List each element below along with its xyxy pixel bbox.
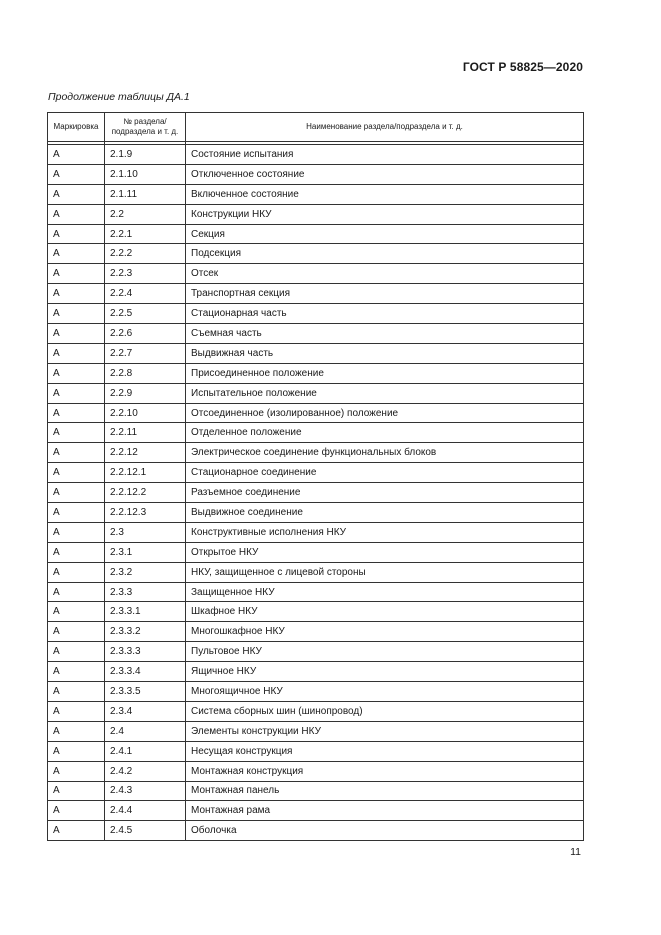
cell-section-number: 2.2.10	[105, 403, 186, 423]
cell-section-number: 2.3.4	[105, 701, 186, 721]
cell-section-name: Отсоединенное (изолированное) положение	[186, 403, 584, 423]
table-row	[48, 244, 584, 264]
table-row	[48, 721, 584, 741]
cell-marking: А	[48, 284, 105, 304]
cell-section-number: 2.2.12.2	[105, 483, 186, 503]
table-row	[48, 164, 584, 184]
cell-section-name: Монтажная конструкция	[186, 761, 584, 781]
cell-marking: А	[48, 522, 105, 542]
table-row	[48, 284, 584, 304]
table-row	[48, 145, 584, 165]
cell-marking: А	[48, 821, 105, 841]
cell-section-number: 2.3.3	[105, 582, 186, 602]
cell-marking: А	[48, 483, 105, 503]
cell-section-name: Несущая конструкция	[186, 741, 584, 761]
cell-section-number: 2.1.11	[105, 184, 186, 204]
cell-section-number: 2.4.2	[105, 761, 186, 781]
cell-section-name: Монтажная рама	[186, 801, 584, 821]
cell-section-name: Выдвижное соединение	[186, 503, 584, 523]
cell-section-number: 2.3.3.3	[105, 642, 186, 662]
table-row	[48, 503, 584, 523]
cell-section-name: Включенное состояние	[186, 184, 584, 204]
cell-section-name: Съемная часть	[186, 324, 584, 344]
cell-section-number: 2.4	[105, 721, 186, 741]
table-row	[48, 423, 584, 443]
cell-marking: А	[48, 304, 105, 324]
cell-section-number: 2.3.3.4	[105, 662, 186, 682]
table-row	[48, 324, 584, 344]
cell-section-name: Монтажная панель	[186, 781, 584, 801]
table-row	[48, 463, 584, 483]
cell-section-number: 2.1.10	[105, 164, 186, 184]
cell-marking: А	[48, 403, 105, 423]
cell-section-number: 2.4.5	[105, 821, 186, 841]
cell-section-number: 2.2.5	[105, 304, 186, 324]
table-row	[48, 542, 584, 562]
cell-marking: А	[48, 801, 105, 821]
table-row	[48, 224, 584, 244]
cell-marking: А	[48, 562, 105, 582]
cell-section-name: Разъемное соединение	[186, 483, 584, 503]
table-row	[48, 403, 584, 423]
cell-section-number: 2.2.3	[105, 264, 186, 284]
cell-marking: А	[48, 423, 105, 443]
table-row	[48, 443, 584, 463]
cell-section-number: 2.2.2	[105, 244, 186, 264]
column-header-section-number: № раздела/ подраздела и т. д.	[105, 113, 186, 142]
cell-section-number: 2.3.3.1	[105, 602, 186, 622]
cell-marking: А	[48, 622, 105, 642]
cell-section-name: Выдвижная часть	[186, 343, 584, 363]
cell-marking: А	[48, 682, 105, 702]
cell-marking: А	[48, 503, 105, 523]
table-row	[48, 602, 584, 622]
cell-section-number: 2.2.12	[105, 443, 186, 463]
table-row	[48, 363, 584, 383]
table-row	[48, 204, 584, 224]
cell-marking: А	[48, 741, 105, 761]
cell-section-name: Состояние испытания	[186, 145, 584, 165]
cell-section-name: Многоящичное НКУ	[186, 682, 584, 702]
column-header-marking: Маркировка	[48, 113, 105, 142]
cell-marking: А	[48, 662, 105, 682]
table-row	[48, 343, 584, 363]
table-row	[48, 642, 584, 662]
cell-section-number: 2.2.12.3	[105, 503, 186, 523]
table-body	[48, 145, 584, 841]
table-row	[48, 761, 584, 781]
cell-section-number: 2.3.2	[105, 562, 186, 582]
table-header	[48, 113, 584, 145]
table-row	[48, 562, 584, 582]
cell-section-number: 2.4.1	[105, 741, 186, 761]
table-row	[48, 662, 584, 682]
cell-section-name: Испытательное положение	[186, 383, 584, 403]
cell-marking: А	[48, 602, 105, 622]
cell-marking: А	[48, 224, 105, 244]
cell-section-name: НКУ, защищенное с лицевой стороны	[186, 562, 584, 582]
sections-table	[47, 112, 584, 841]
table-row	[48, 821, 584, 841]
cell-marking: А	[48, 383, 105, 403]
cell-section-name: Ящичное НКУ	[186, 662, 584, 682]
cell-section-name: Оболочка	[186, 821, 584, 841]
cell-section-number: 2.1.9	[105, 145, 186, 165]
cell-marking: А	[48, 244, 105, 264]
table-row	[48, 801, 584, 821]
table-row	[48, 184, 584, 204]
cell-section-number: 2.2.1	[105, 224, 186, 244]
cell-marking: А	[48, 701, 105, 721]
cell-section-name: Присоединенное положение	[186, 363, 584, 383]
table-row	[48, 483, 584, 503]
cell-section-name: Защищенное НКУ	[186, 582, 584, 602]
cell-section-name: Стационарное соединение	[186, 463, 584, 483]
table-row	[48, 741, 584, 761]
cell-marking: А	[48, 542, 105, 562]
cell-section-number: 2.2.6	[105, 324, 186, 344]
cell-section-name: Отключенное состояние	[186, 164, 584, 184]
cell-section-name: Стационарная часть	[186, 304, 584, 324]
cell-section-name: Конструктивные исполнения НКУ	[186, 522, 584, 542]
cell-section-number: 2.3.3.5	[105, 682, 186, 702]
cell-section-name: Секция	[186, 224, 584, 244]
cell-marking: А	[48, 761, 105, 781]
cell-section-number: 2.3.1	[105, 542, 186, 562]
table-row	[48, 582, 584, 602]
cell-section-name: Многошкафное НКУ	[186, 622, 584, 642]
cell-marking: А	[48, 781, 105, 801]
cell-section-number: 2.2.12.1	[105, 463, 186, 483]
table-row	[48, 383, 584, 403]
cell-section-name: Пультовое НКУ	[186, 642, 584, 662]
document-code: ГОСТ Р 58825—2020	[462, 60, 583, 74]
cell-marking: А	[48, 642, 105, 662]
cell-section-number: 2.2.7	[105, 343, 186, 363]
cell-section-number: 2.2.9	[105, 383, 186, 403]
table-row	[48, 701, 584, 721]
cell-marking: А	[48, 463, 105, 483]
cell-marking: А	[48, 582, 105, 602]
cell-section-name: Отсек	[186, 264, 584, 284]
cell-marking: А	[48, 264, 105, 284]
cell-marking: А	[48, 443, 105, 463]
cell-section-number: 2.3.3.2	[105, 622, 186, 642]
cell-section-number: 2.4.3	[105, 781, 186, 801]
column-header-section-name: Наименование раздела/подраздела и т. д.	[186, 113, 584, 142]
cell-section-name: Система сборных шин (шинопровод)	[186, 701, 584, 721]
cell-marking: А	[48, 363, 105, 383]
cell-marking: А	[48, 721, 105, 741]
table-row	[48, 781, 584, 801]
cell-section-name: Электрическое соединение функциональных блоков	[186, 443, 584, 463]
cell-marking: А	[48, 184, 105, 204]
cell-marking: А	[48, 145, 105, 165]
table-row	[48, 304, 584, 324]
page-number: 11	[570, 846, 581, 858]
cell-marking: А	[48, 164, 105, 184]
cell-marking: А	[48, 343, 105, 363]
cell-section-number: 2.2.4	[105, 284, 186, 304]
cell-section-name: Шкафное НКУ	[186, 602, 584, 622]
cell-section-number: 2.2	[105, 204, 186, 224]
cell-section-number: 2.2.11	[105, 423, 186, 443]
table-row	[48, 622, 584, 642]
table-row	[48, 682, 584, 702]
cell-section-number: 2.4.4	[105, 801, 186, 821]
cell-section-name: Отделенное положение	[186, 423, 584, 443]
cell-section-name: Подсекция	[186, 244, 584, 264]
cell-marking: А	[48, 204, 105, 224]
cell-section-name: Открытое НКУ	[186, 542, 584, 562]
cell-section-number: 2.2.8	[105, 363, 186, 383]
cell-section-name: Элементы конструкции НКУ	[186, 721, 584, 741]
cell-section-name: Конструкции НКУ	[186, 204, 584, 224]
table-row	[48, 264, 584, 284]
table-caption: Продолжение таблицы ДА.1	[48, 91, 190, 103]
cell-section-number: 2.3	[105, 522, 186, 542]
cell-marking: А	[48, 324, 105, 344]
cell-section-name: Транспортная секция	[186, 284, 584, 304]
table-row	[48, 522, 584, 542]
